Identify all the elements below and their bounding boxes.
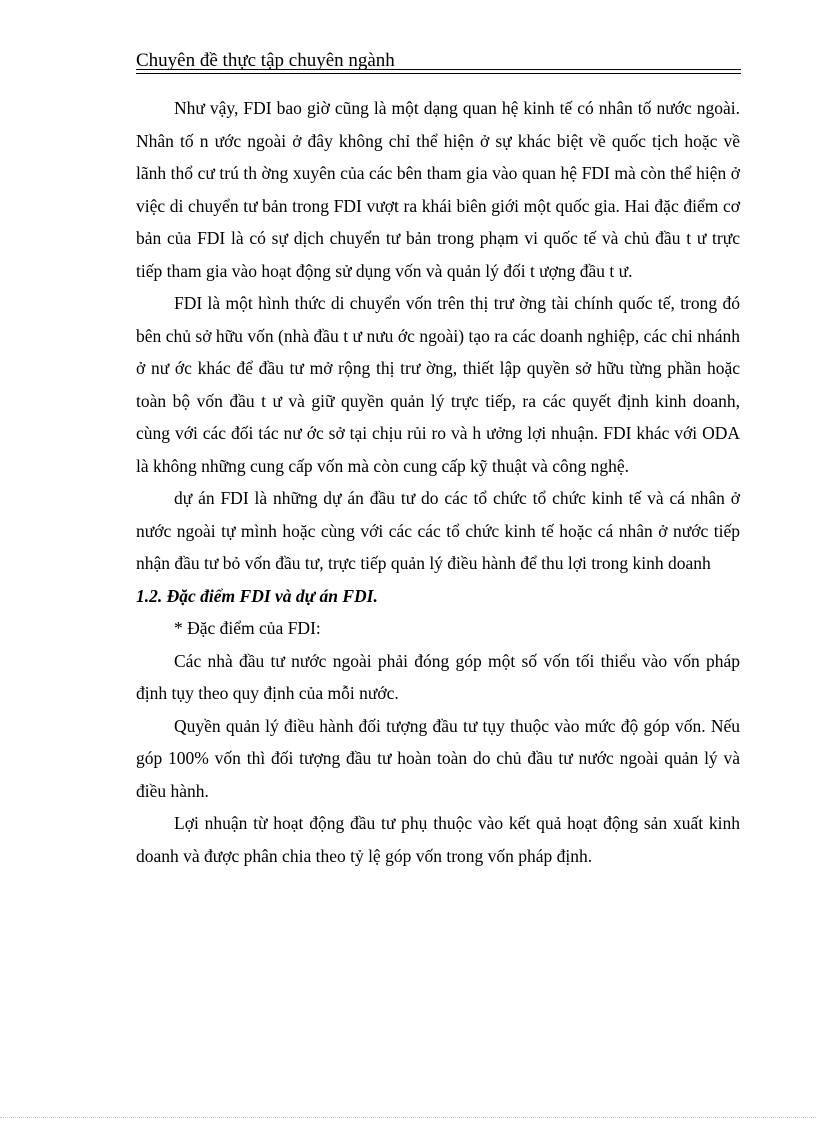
body-paragraph: FDI là một hình thức di chuyển vốn trên thị trư ờng tài chính quốc tế, trong đó bên chủ sở hữu vốn (nhà đầu t ư nưu ớc ngoài) tạo ra các doanh nghiệp, các chi nhánh ở nư ớc khác để đầu tư mở rộng thị trư ờng, thiết lập quyền sở hữu từng phần hoặc toàn bộ vốn đầu t ư và giữ quyền quản lý trực tiếp, ra các quyết định kinh doanh, cùng với các đối tác nư ớc sở tại chịu rủi ro và h ưởng lợi nhuận. FDI khác với ODA là không những cung cấp vốn mà còn cung cấp kỹ thuật và công nghệ. <box>136 293 740 476</box>
document-body <box>136 92 740 872</box>
body-paragraph: Lợi nhuận từ hoạt động đầu tư phụ thuộc vào kết quả hoạt động sản xuất kinh doanh và được phân chia theo tỷ lệ góp vốn trong vốn pháp định. <box>136 813 740 866</box>
page-bottom-border <box>0 1117 816 1118</box>
body-paragraph: Các nhà đầu tư nước ngoài phải đóng góp một số vốn tối thiểu vào vốn pháp định tụy theo quy định của mỗi nước. <box>136 650 740 703</box>
body-paragraph: * Đặc điểm của FDI: <box>174 618 321 638</box>
body-paragraph: Như vậy, FDI bao giờ cũng là một dạng quan hệ kinh tế có nhân tố nước ngoài. Nhân tố n ước ngoài ở đây không chỉ thể hiện ở sự khác biệt về quốc tịch hoặc về lãnh thổ cư trú th ờng xuyên của các bên tham gia vào quan hệ FDI mà còn thể hiện ở việc di chuyển tư bản trong FDI vượt ra khái biên giới một quốc gia. Hai đặc điểm cơ bản của FDI là có sự dịch chuyển tư bản trong phạm vi quốc tế và chủ đầu t ư trực tiếp tham gia vào hoạt động sử dụng vốn và quản lý đối t ượng đầu t ư. <box>136 98 740 281</box>
section-heading: 1.2. Đặc điểm FDI và dự án FDI. <box>136 585 378 606</box>
body-paragraph: dự án FDI là những dự án đầu tư do các tổ chức tổ chức kinh tế và cá nhân ở nước ngoài tự mình hoặc cùng với các các tổ chức kinh tế hoặc cá nhân ở nước tiếp nhận đầu tư bỏ vốn đầu tư, trực tiếp quản lý điều hành để thu lợi trong kinh doanh <box>136 488 740 573</box>
header-rule-bottom <box>136 73 741 74</box>
page-header-title: Chuyên đề thực tập chuyên ngành <box>136 50 395 71</box>
body-paragraph: Quyền quản lý điều hành đối tượng đầu tư tụy thuộc vào mức độ góp vốn. Nếu góp 100% vốn thì đối tượng đầu tư hoàn toàn do chủ đầu tư nước ngoài quản lý và điều hành. <box>136 715 740 801</box>
header-rule-top <box>136 69 741 70</box>
